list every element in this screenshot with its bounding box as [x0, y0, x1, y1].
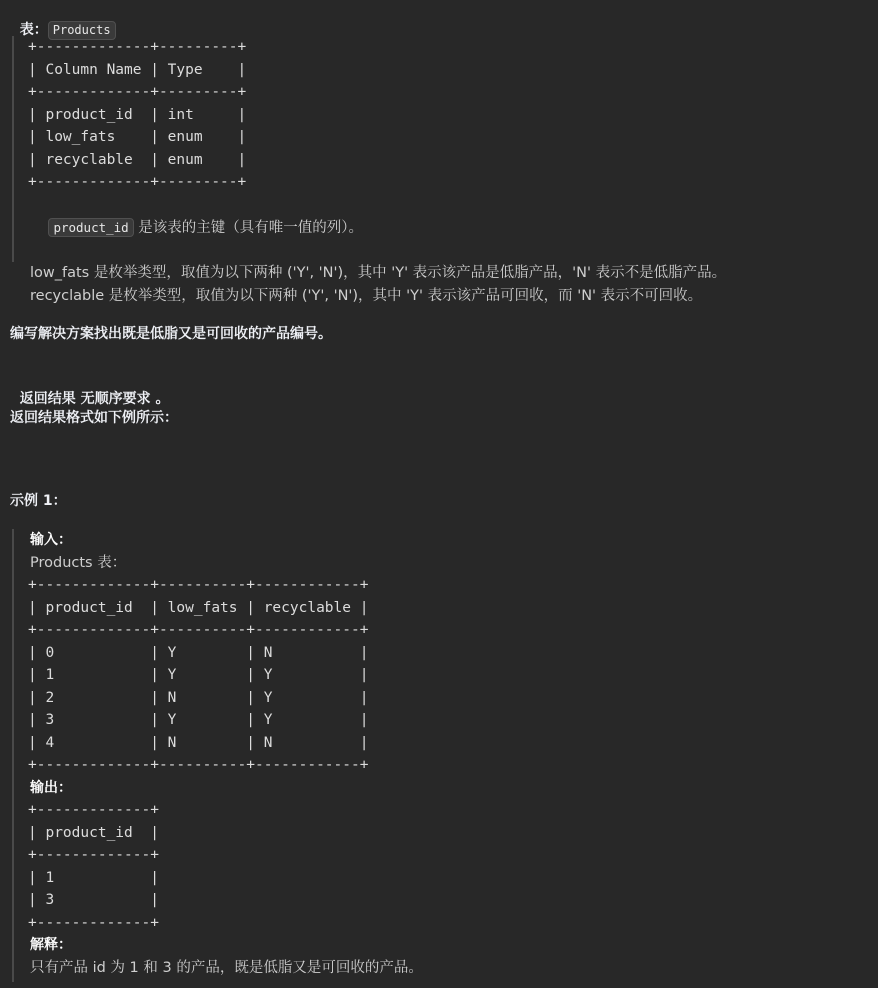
- output-label: 输出：: [30, 779, 72, 796]
- explain-label: 解释：: [30, 937, 72, 953]
- order-text: [10, 366, 170, 410]
- example-block: [12, 529, 423, 982]
- order-prefix: 返回结果: [19, 391, 81, 407]
- explain-text: 只有产品 id 为 1 和 3 的产品，既是低脂又是可回收的产品。: [30, 959, 423, 976]
- schema-heading: [10, 0, 116, 40]
- table-name-chip: Products: [48, 21, 116, 40]
- schema-desc-primary-key: [30, 195, 726, 263]
- order-bold: 无顺序要求: [80, 391, 151, 407]
- order-suffix: 。: [150, 391, 170, 407]
- task-text: 编写解决方案找出既是低脂又是可回收的产品编号。: [10, 326, 332, 342]
- schema-ascii-table: +-------------+---------+ | Column Name | Type | +-------------+---------+ | product_id | int | | low_fats | enum | | recyclable | enum | +-------------+---------+: [28, 39, 247, 190]
- schema-desc-recyclable: recyclable 是枚举类型，取值为以下两种 ('Y', 'N')，其中 'Y' 表示该产品可回收，而 'N' 表示不可回收。: [30, 287, 703, 304]
- input-ascii-table: +-------------+----------+------------+ | product_id | low_fats | recyclable | +-------------+----------+------------+ | 0 | Y | N | | 1 | Y | Y | | 2 | N | Y | | 3 | Y | Y | | 4 | N | N | +-------------+----------+------------+: [28, 577, 369, 773]
- schema-desc-low-fats: low_fats 是枚举类型，取值为以下两种 ('Y', 'N')，其中 'Y' 表示该产品是低脂产品，'N' 表示不是低脂产品。: [30, 265, 727, 281]
- output-ascii-table: +-------------+ | product_id | +-------------+ | 1 | | 3 | +-------------+: [28, 802, 159, 931]
- schema-prefix: 表：: [19, 22, 48, 38]
- schema-block: [12, 36, 727, 304]
- format-text: 返回结果格式如下例所示：: [10, 410, 178, 426]
- primary-key-chip: product_id: [48, 218, 133, 237]
- example-title: 示例 1：: [10, 493, 67, 509]
- primary-key-text: 是该表的主键（具有唯一值的列）。: [133, 220, 364, 236]
- input-table-caption: Products 表：: [30, 554, 127, 571]
- input-label: 输入：: [30, 532, 72, 548]
